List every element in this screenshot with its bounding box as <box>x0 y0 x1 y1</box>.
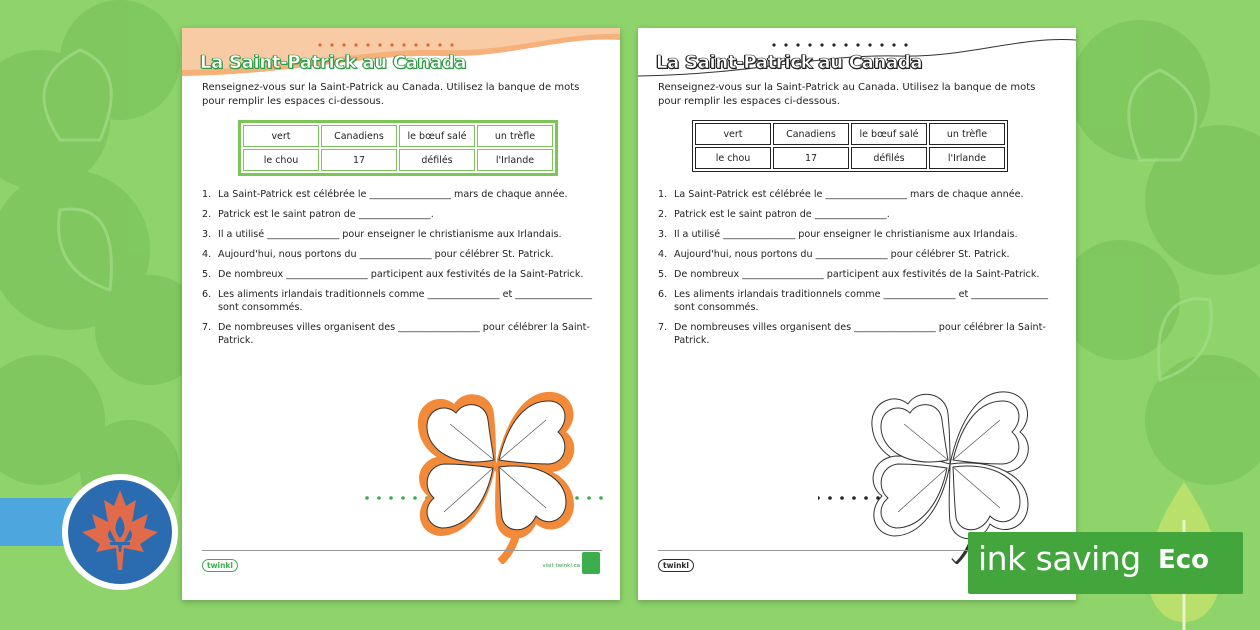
question-list <box>202 188 602 354</box>
worksheet-intro: Renseignez-vous sur la Saint-Patrick au Canada. Utilisez la banque de mots pour remplir les espaces ci-dessous. <box>658 82 1036 107</box>
twinkl-logo: twinkl <box>658 559 694 572</box>
word-bank-cell: un trèfle <box>929 123 1005 145</box>
canada-maple-leaf-icon <box>60 472 180 592</box>
word-bank-row <box>243 149 553 171</box>
word-bank-row <box>695 123 1005 145</box>
question-item: 1. La Saint-Patrick est célébrée le _________________ mars de chaque année. <box>658 189 1024 200</box>
word-bank-cell: 17 <box>773 147 849 169</box>
word-bank-cell: un trèfle <box>477 125 553 147</box>
question-item: 1. La Saint-Patrick est célébrée le _________________ mars de chaque année. <box>202 189 568 200</box>
word-bank-cell: l'Irlande <box>477 149 553 171</box>
question-item: 5. De nombreux _________________ participent aux festivités de la Saint-Patrick. <box>202 269 584 280</box>
word-bank-cell: l'Irlande <box>929 147 1005 169</box>
twinkl-logo: twinkl <box>202 559 238 572</box>
word-bank-row <box>695 147 1005 169</box>
question-item: 3. Il a utilisé _______________ pour enseigner le christianisme aux Irlandais. <box>202 229 562 240</box>
footer-divider <box>202 550 602 551</box>
word-bank-cell: le bœuf salé <box>851 123 927 145</box>
visit-link-text: visit twinkl.ca <box>542 563 580 569</box>
worksheet-title: La Saint-Patrick au Canada <box>656 52 923 73</box>
four-leaf-clover-icon <box>410 384 582 564</box>
worksheet-color <box>182 28 620 600</box>
question-item: 7. De nombreuses villes organisent des _________________ pour célébrer la Saint-Patrick. <box>202 322 590 346</box>
word-bank-cell: défilés <box>851 147 927 169</box>
question-item: 7. De nombreuses villes organisent des _________________ pour célébrer la Saint-Patrick. <box>658 322 1046 346</box>
question-item: 6. Les aliments irlandais traditionnels comme _______________ et ________________ sont consommés. <box>202 289 593 313</box>
question-item: 4. Aujourd'hui, nous portons du _______________ pour célébrer St. Patrick. <box>202 249 554 260</box>
word-bank-table <box>692 120 1008 172</box>
word-bank-cell: le bœuf salé <box>399 125 475 147</box>
word-bank-cell: défilés <box>399 149 475 171</box>
question-list <box>658 188 1058 354</box>
question-item: 5. De nombreux _________________ participent aux festivités de la Saint-Patrick. <box>658 269 1040 280</box>
word-bank-cell: le chou <box>695 147 771 169</box>
word-bank-cell: vert <box>695 123 771 145</box>
word-bank-cell: Canadiens <box>321 125 397 147</box>
ink-saving-label: ink saving <box>978 539 1141 578</box>
eco-label: Eco <box>1158 545 1210 575</box>
question-item: 2. Patrick est le saint patron de _______________. <box>658 209 890 220</box>
word-bank-cell: le chou <box>243 149 319 171</box>
word-bank-cell: 17 <box>321 149 397 171</box>
word-bank-cell: Canadiens <box>773 123 849 145</box>
question-item: 6. Les aliments irlandais traditionnels comme _______________ et ________________ sont consommés. <box>658 289 1049 313</box>
word-bank-table <box>238 120 558 176</box>
quality-badge-icon <box>582 552 600 574</box>
question-item: 2. Patrick est le saint patron de _______________. <box>202 209 434 220</box>
word-bank-cell: vert <box>243 125 319 147</box>
worksheet-intro: Renseignez-vous sur la Saint-Patrick au Canada. Utilisez la banque de mots pour remplir les espaces ci-dessous. <box>202 82 580 107</box>
question-item: 4. Aujourd'hui, nous portons du _______________ pour célébrer St. Patrick. <box>658 249 1010 260</box>
question-item: 3. Il a utilisé _______________ pour enseigner le christianisme aux Irlandais. <box>658 229 1018 240</box>
worksheet-title: La Saint-Patrick au Canada <box>200 52 467 73</box>
word-bank-row <box>243 125 553 147</box>
